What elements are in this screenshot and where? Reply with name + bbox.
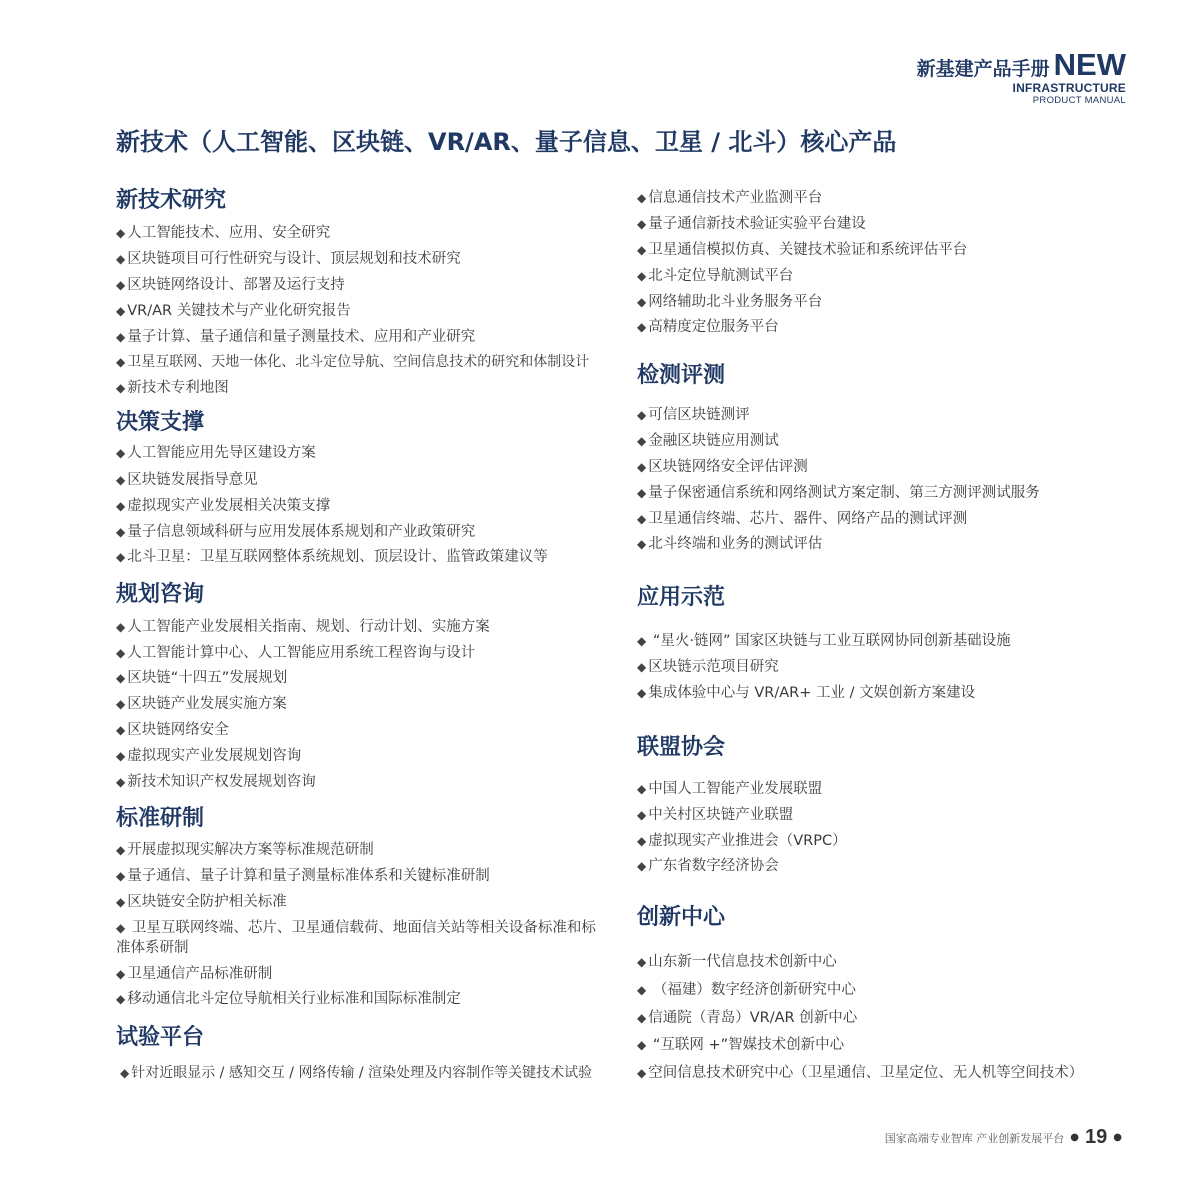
bullet-icon: ◆ [116, 550, 126, 564]
list-item: ◆ 卫星通信终端、芯片、器件、网络产品的测试评测 [637, 511, 968, 527]
section-title-demo: 应用示范 [637, 585, 726, 610]
list-item: ◆ 信息通信技术产业监测平台 [637, 190, 823, 206]
list-item: ◆ 虚拟现实产业发展相关决策支撑 [116, 498, 331, 514]
list-item: ◆ 量子通信新技术验证实验平台建设 [637, 216, 866, 232]
bullet-icon: ◆ [637, 512, 647, 526]
list-item: ◆ 高精度定位服务平台 [637, 319, 779, 335]
list-item: ◆ 卫星互联网、天地一体化、北斗定位导航、空间信息技术的研究和体制设计 [116, 354, 590, 370]
bullet-icon: ◆ [116, 499, 126, 513]
bullet-icon: ◆ [637, 243, 647, 257]
list-item: ◆ VR/AR 关键技术与产业化研究报告 [116, 303, 351, 319]
bullet-icon: ◆ [637, 217, 647, 231]
dot-icon: ● [1113, 1132, 1122, 1143]
section-title-planning: 规划咨询 [116, 582, 205, 607]
list-item: ◆ 针对近眼显示 / 感知交互 / 网络传输 / 渲染处理及内容制作等关键技术试验 [120, 1065, 593, 1081]
list-item: ◆ 空间信息技术研究中心（卫星通信、卫星定位、无人机等空间技术） [637, 1065, 1084, 1081]
list-item: ◆ 北斗终端和业务的测试评估 [637, 536, 823, 552]
list-item: ◆ 山东新一代信息技术创新中心 [637, 954, 837, 970]
list-item: ◆ 区块链网络设计、部署及运行支持 [116, 277, 345, 293]
bullet-icon: ◆ [637, 983, 647, 997]
list-item: ◆ 金融区块链应用测试 [637, 433, 779, 449]
bullet-icon: ◆ [116, 252, 126, 266]
bullet-icon: ◆ [637, 686, 647, 700]
bullet-icon: ◆ [637, 634, 647, 648]
list-item: ◆ 区块链安全防护相关标准 [116, 894, 287, 910]
brand-subtitle-1: INFRASTRUCTURE [1012, 81, 1126, 95]
bullet-icon: ◆ [116, 723, 126, 737]
bullet-icon: ◆ [637, 808, 647, 822]
page-title: 新技术（人工智能、区块链、VR/AR、量子信息、卫星 / 北斗）核心产品 [116, 128, 897, 156]
bullet-icon: ◆ [116, 895, 126, 909]
list-item: ◆ 量子通信、量子计算和量子测量标准体系和关键标准研制 [116, 868, 490, 884]
list-item: ◆ 开展虚拟现实解决方案等标准规范研制 [116, 842, 374, 858]
list-item: ◆ 北斗定位导航测试平台 [637, 268, 794, 284]
section-title-testing: 检测评测 [637, 363, 726, 388]
list-item: ◆ 量子计算、量子通信和量子测量技术、应用和产业研究 [116, 329, 476, 345]
bullet-icon: ◆ [637, 320, 647, 334]
bullet-icon: ◆ [116, 226, 126, 240]
bullet-icon: ◆ [116, 992, 126, 1006]
bullet-icon: ◆ [637, 269, 647, 283]
list-item: ◆ 北斗卫星：卫星互联网整体系统规划、顶层设计、监管政策建议等 [116, 549, 548, 565]
bullet-icon: ◆ [637, 434, 647, 448]
bullet-icon: ◆ [637, 1038, 647, 1052]
section-title-innovation: 创新中心 [637, 905, 726, 930]
bullet-icon: ◆ [116, 843, 126, 857]
footer-text: 国家高端专业智库 产业创新发展平台 [884, 1131, 1065, 1145]
page-number: 19 [1085, 1126, 1108, 1148]
bullet-icon: ◆ [637, 460, 647, 474]
list-item: ◆ 区块链“十四五”发展规划 [116, 670, 288, 686]
list-item: ◆ 集成体验中心与 VR/AR+ 工业 / 文娱创新方案建设 [637, 685, 976, 701]
list-item: ◆ 人工智能技术、应用、安全研究 [116, 225, 331, 241]
bullet-icon: ◆ [637, 782, 647, 796]
bullet-icon: ◆ [116, 620, 126, 634]
list-item: ◆ 虚拟现实产业发展规划咨询 [116, 748, 302, 764]
list-item: ◆ 卫星通信模拟仿真、关键技术验证和系统评估平台 [637, 242, 968, 258]
section-title-research: 新技术研究 [116, 188, 227, 213]
bullet-icon: ◆ [637, 660, 647, 674]
list-item: ◆ 区块链发展指导意见 [116, 472, 258, 488]
list-item: ◆ 区块链示范项目研究 [637, 659, 779, 675]
bullet-icon: ◆ [116, 330, 126, 344]
bullet-icon: ◆ [116, 355, 126, 369]
list-item: ◆ 人工智能计算中心、人工智能应用系统工程咨询与设计 [116, 645, 476, 661]
bullet-icon: ◆ [116, 775, 126, 789]
list-item: ◆ “星火·链网” 国家区块链与工业互联网协同创新基础设施 [637, 633, 1011, 649]
list-item: ◆ 区块链网络安全评估评测 [637, 459, 808, 475]
bullet-icon: ◆ [116, 671, 126, 685]
bullet-icon: ◆ [637, 486, 647, 500]
bullet-icon: ◆ [116, 278, 126, 292]
bullet-icon: ◆ [116, 381, 126, 395]
bullet-icon: ◆ [116, 967, 126, 981]
list-item: ◆ 广东省数字经济协会 [637, 858, 779, 874]
brand-subtitle-2: PRODUCT MANUAL [1032, 95, 1126, 106]
list-item: ◆ 可信区块链测评 [637, 407, 750, 423]
brand-title-cn: 新基建产品手册 [916, 58, 1050, 80]
list-item: ◆ 量子信息领域科研与应用发展体系规划和产业政策研究 [116, 524, 476, 540]
list-item: ◆ 虚拟现实产业推进会（VRPC） [637, 833, 847, 849]
list-item: ◆ 区块链产业发展实施方案 [116, 696, 287, 712]
bullet-icon: ◆ [116, 869, 126, 883]
bullet-icon: ◆ [116, 697, 126, 711]
list-item: ◆ 信通院（青岛）VR/AR 创新中心 [637, 1010, 858, 1026]
section-title-decision: 决策支撑 [116, 410, 205, 435]
list-item: ◆ 人工智能应用先导区建设方案 [116, 445, 316, 461]
bullet-icon: ◆ [116, 446, 126, 460]
brand-title-new: NEW [1053, 47, 1126, 82]
bullet-icon: ◆ [637, 191, 647, 205]
bullet-icon: ◆ [116, 646, 126, 660]
list-item: ◆ 卫星互联网终端、芯片、卫星通信载荷、地面信关站等相关设备标准和标准体系研制 [116, 920, 596, 956]
list-item: ◆ 人工智能产业发展相关指南、规划、行动计划、实施方案 [116, 619, 490, 635]
section-title-alliance: 联盟协会 [637, 735, 726, 760]
list-item: ◆ 中国人工智能产业发展联盟 [637, 781, 823, 797]
bullet-icon: ◆ [116, 473, 126, 487]
bullet-icon: ◆ [116, 921, 126, 935]
list-item: ◆ 新技术专利地图 [116, 380, 229, 396]
list-item: ◆ 量子保密通信系统和网络测试方案定制、第三方测评测试服务 [637, 485, 1040, 501]
section-title-standards: 标准研制 [116, 806, 205, 831]
bullet-icon: ◆ [637, 408, 647, 422]
bullet-icon: ◆ [637, 295, 647, 309]
dot-icon: ● [1070, 1132, 1080, 1143]
bullet-icon: ◆ [637, 537, 647, 551]
list-item: ◆ 卫星通信产品标准研制 [116, 966, 273, 982]
list-item: ◆ 区块链项目可行性研究与设计、顶层规划和技术研究 [116, 251, 461, 267]
bullet-icon: ◆ [120, 1066, 130, 1080]
bullet-icon: ◆ [637, 1066, 647, 1080]
bullet-icon: ◆ [116, 749, 126, 763]
bullet-icon: ◆ [116, 304, 126, 318]
footer [885, 1126, 1128, 1149]
bullet-icon: ◆ [637, 1011, 647, 1025]
list-item: ◆ 区块链网络安全 [116, 722, 229, 738]
section-title-testbed: 试验平台 [116, 1025, 205, 1050]
brand-header [916, 47, 1126, 107]
bullet-icon: ◆ [637, 834, 647, 848]
list-item: ◆ 移动通信北斗定位导航相关行业标准和国际标准制定 [116, 991, 461, 1007]
bullet-icon: ◆ [637, 859, 647, 873]
list-item: ◆ （福建）数字经济创新研究中心 [637, 982, 856, 998]
list-item: ◆ 中关村区块链产业联盟 [637, 807, 794, 823]
bullet-icon: ◆ [116, 525, 126, 539]
list-item: ◆ 新技术知识产权发展规划咨询 [116, 774, 316, 790]
list-item: ◆ 网络辅助北斗业务服务平台 [637, 294, 823, 310]
bullet-icon: ◆ [637, 955, 647, 969]
list-item: ◆ “互联网 +”智媒技术创新中心 [637, 1037, 845, 1053]
